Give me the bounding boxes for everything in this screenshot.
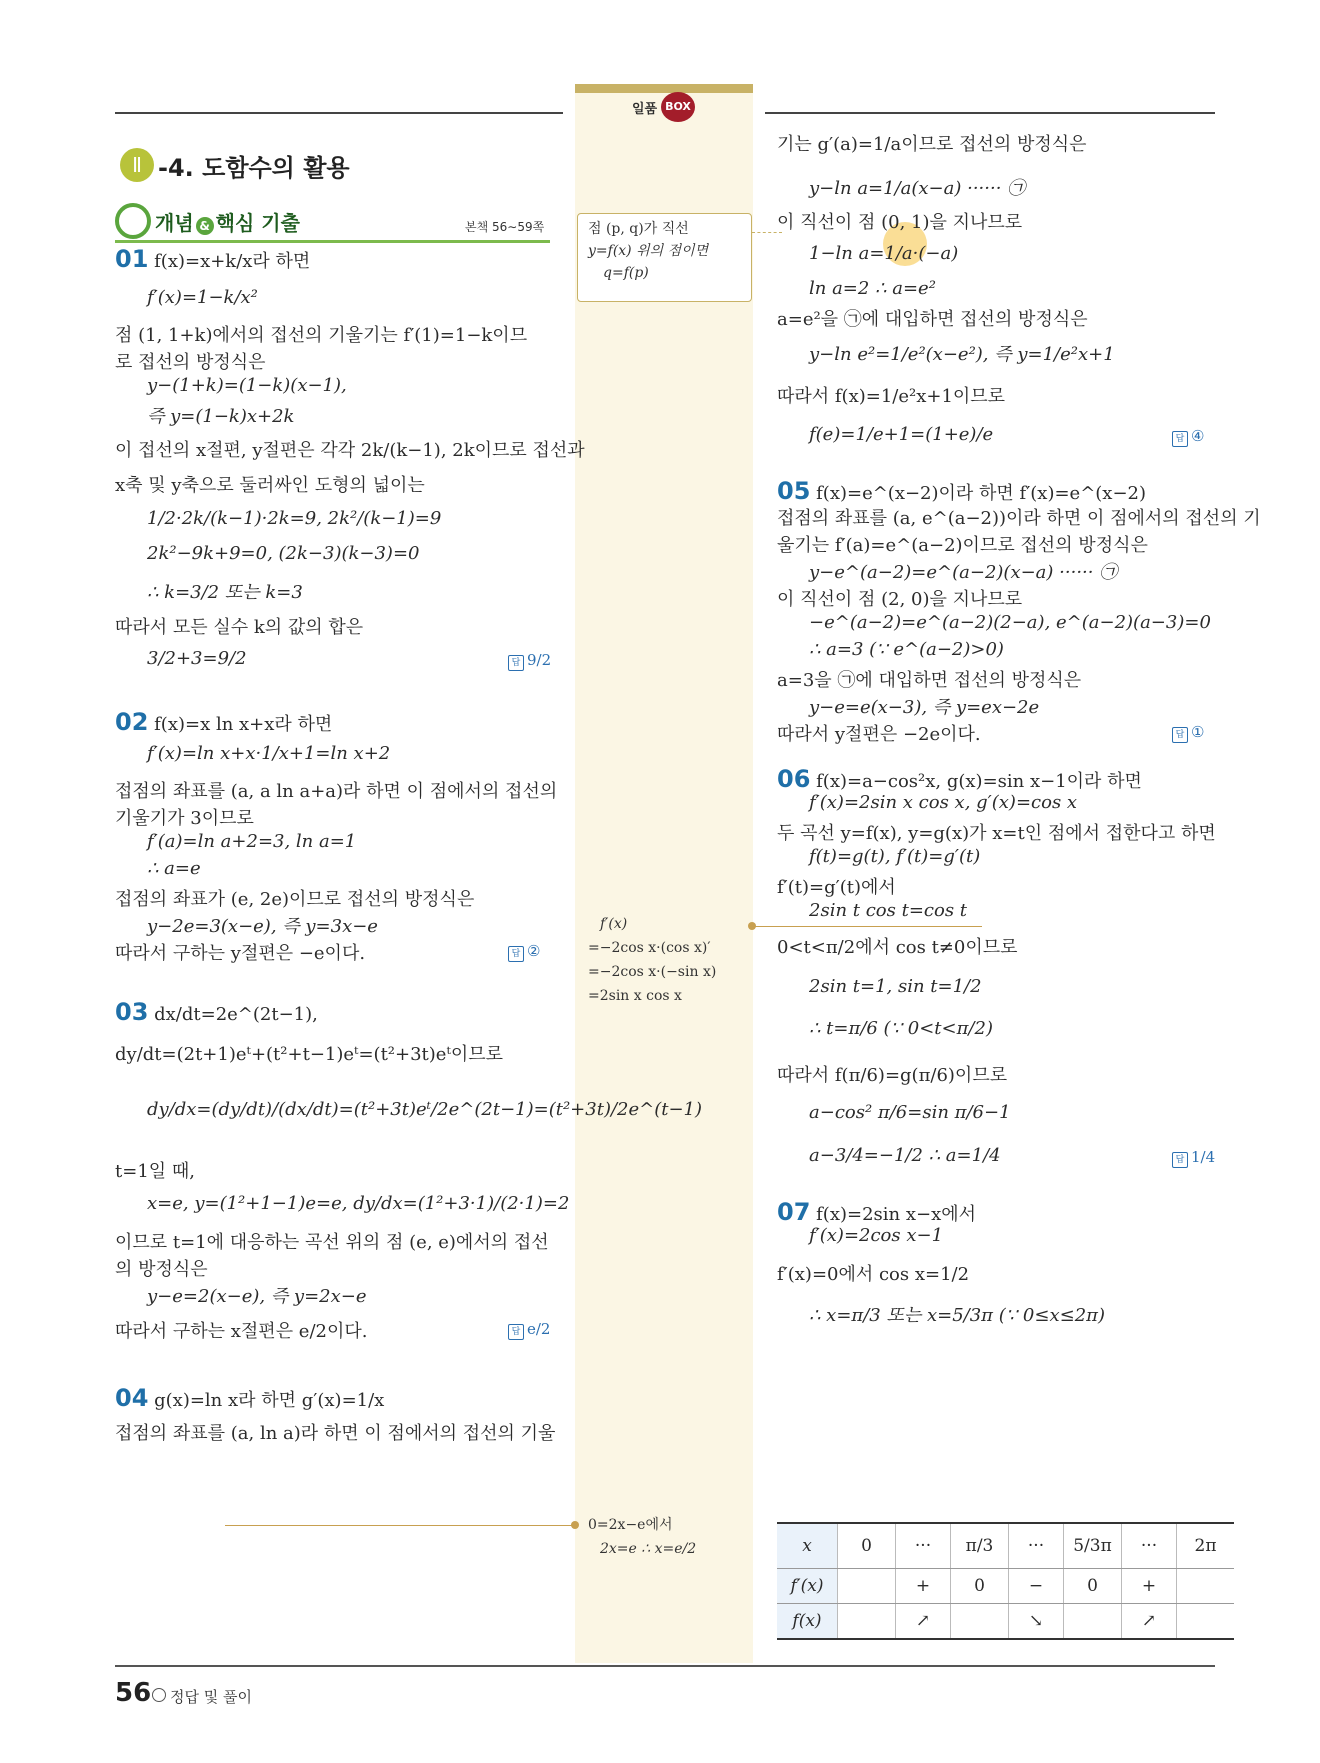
right-equation: f(e)=1/e+1=(1+e)/e (809, 424, 994, 445)
answer-value: ② (527, 942, 541, 960)
left-equation: 1/2·2k/(k−1)·2k=9, 2k²/(k−1)=9 (147, 508, 442, 529)
right-equation: ∴ a=3 (∵ e^(a−2)>0) (809, 639, 1004, 660)
right-equation: ∴ t=π/6 (∵ 0<t<π/2) (809, 1018, 993, 1039)
left-equation: f′(x)=1−k/x² (147, 287, 258, 308)
table-cell: ↘ (1009, 1604, 1064, 1640)
section-icon (115, 203, 151, 239)
left-text-line: x축 및 y축으로 둘러싸인 도형의 넓이는 (115, 475, 425, 496)
right-text-line: 따라서 f(π/6)=g(π/6)이므로 (777, 1065, 1008, 1086)
table-cell: 0 (951, 1569, 1009, 1604)
section-underline (115, 240, 550, 243)
right-equation: y−ln a=1/a(x−a) ······ ㉠ (809, 178, 1026, 199)
right-text-line: 0<t<π/2에서 cos t≠0이므로 (777, 937, 1018, 958)
note-line: q=f(p) (603, 265, 649, 281)
problem-text: g(x)=ln x라 하면 g′(x)=1/x (148, 1390, 385, 1411)
right-text-line: a=e²을 ㉠에 대입하면 접선의 방정식은 (777, 309, 1088, 330)
left-equation: f′(x)=ln x+x·1/x+1=ln x+2 (147, 743, 391, 764)
answer-value: e/2 (527, 1320, 551, 1338)
table-row (777, 1604, 1234, 1640)
problem-text: dx/dt=2e^(2t−1), (148, 1004, 318, 1025)
table-cell: π/3 (951, 1523, 1009, 1569)
problem-text: f(x)=x+k/x라 하면 (148, 251, 311, 272)
left-text-line: dy/dt=(2t+1)eᵗ+(t²+t−1)eᵗ=(t²+3t)eᵗ이므로 (115, 1044, 504, 1065)
left-text-line: 로 접선의 방정식은 (115, 352, 266, 373)
problem-number: 07 (777, 1198, 811, 1226)
table-cell: + (896, 1569, 951, 1604)
table-cell: ↗ (1122, 1604, 1177, 1640)
note-line: 0=2x−e에서 (588, 1517, 673, 1533)
box-badge: BOX (661, 92, 695, 122)
right-text-line: 따라서 y절편은 −2e이다. (777, 724, 981, 745)
table-cell (1064, 1604, 1122, 1640)
right-text-line: f′(t)=g′(t)에서 (777, 877, 896, 898)
note-line: y=f(x) 위의 점이면 (588, 243, 709, 259)
left-equation: y−e=2(x−e), 즉 y=2x−e (147, 1286, 367, 1307)
answer-icon: 답 (508, 946, 524, 962)
section-title: 개념 & 핵심 기출 (155, 211, 300, 235)
note-line: =−2cos x·(cos x)′ (588, 940, 711, 956)
table-cell (838, 1569, 896, 1604)
right-equation: ∴ x=π/3 또는 x=5/3π (∵ 0≤x≤2π) (809, 1305, 1105, 1326)
header-rule-right (765, 112, 1215, 114)
table-cell: ··· (1122, 1523, 1177, 1569)
answer-mark (1172, 723, 1204, 743)
answer-mark (1172, 1148, 1215, 1168)
right-problem-07 (777, 1198, 976, 1226)
problem-text: f(x)=2sin x−x에서 (810, 1204, 976, 1225)
connector-line-2 (752, 926, 982, 927)
answer-value: 9/2 (527, 651, 552, 669)
left-equation: dy/dx=(dy/dt)/(dx/dt)=(t²+3t)eᵗ/2e^(2t−1)=(t²+3t)/2e^(t−1) (147, 1099, 703, 1120)
note-line: 점 (p, q)가 직선 (588, 221, 689, 237)
left-equation: y−(1+k)=(1−k)(x−1), (147, 375, 347, 396)
page-ref: 본책 56∼59쪽 (465, 220, 545, 234)
right-equation: −e^(a−2)=e^(a−2)(2−a), e^(a−2)(a−3)=0 (809, 612, 1211, 633)
left-text-line: 따라서 구하는 y절편은 −e이다. (115, 943, 366, 964)
left-text-line: 기울기가 3이므로 (115, 808, 254, 829)
answer-icon: 답 (1172, 727, 1188, 743)
left-equation: y−2e=3(x−e), 즉 y=3x−e (147, 916, 378, 937)
right-text-line: f′(x)=0에서 cos x=1/2 (777, 1264, 970, 1285)
footer-label: 정답 및 풀이 (170, 1688, 252, 1706)
right-text-line: 접점의 좌표를 (a, e^(a−2))이라 하면 이 점에서의 접선의 기 (777, 508, 1261, 529)
connector-dot-2 (748, 922, 756, 930)
left-problem-02 (115, 708, 332, 736)
answer-icon: 답 (1172, 431, 1188, 447)
left-text-line: 접점의 좌표를 (a, ln a)라 하면 이 점에서의 접선의 기울 (115, 1423, 556, 1444)
header-rule-left (115, 112, 563, 114)
problem-number: 05 (777, 477, 811, 505)
left-text-line: 따라서 구하는 x절편은 e/2이다. (115, 1321, 368, 1342)
connector-line-3 (225, 1525, 575, 1526)
answer-icon: 답 (508, 655, 524, 671)
note-line: =−2cos x·(−sin x) (588, 964, 717, 980)
answer-value: ④ (1191, 427, 1205, 445)
right-text-line: 따라서 f(x)=1/e²x+1이므로 (777, 386, 1006, 407)
note-line: 2x=e ∴ x=e/2 (600, 1541, 697, 1557)
problem-text: f(x)=e^(x−2)이라 하면 f′(x)=e^(x−2) (810, 483, 1147, 504)
page-number: 56 (115, 1678, 152, 1708)
table-cell: ↗ (896, 1604, 951, 1640)
left-text-line: 이므로 t=1에 대응하는 곡선 위의 점 (e, e)에서의 접선 (115, 1232, 549, 1253)
chapter-title: -4. 도함수의 활용 (158, 154, 350, 182)
answer-icon: 답 (1172, 1152, 1188, 1168)
left-equation: 즉 y=(1−k)x+2k (147, 406, 295, 427)
right-equation: f(t)=g(t), f′(t)=g′(t) (809, 846, 981, 867)
left-text-line: 의 방정식은 (115, 1259, 208, 1280)
right-equation: a−3/4=−1/2 ∴ a=1/4 (809, 1145, 1001, 1166)
problem-number: 01 (115, 245, 149, 273)
right-equation: f′(x)=2cos x−1 (809, 1225, 944, 1246)
answer-mark (508, 651, 551, 671)
table-cell: 0 (1064, 1569, 1122, 1604)
left-text-line: t=1일 때, (115, 1161, 195, 1182)
right-text-line: a=3을 ㉠에 대입하면 접선의 방정식은 (777, 670, 1082, 691)
sidebar-top-bar (575, 84, 753, 93)
table-cell (951, 1604, 1009, 1640)
answer-mark (1172, 427, 1204, 447)
right-text-line: 두 곡선 y=f(x), y=g(x)가 x=t인 점에서 접한다고 하면 (777, 823, 1216, 844)
table-cell: ··· (896, 1523, 951, 1569)
left-equation: 2k²−9k+9=0, (2k−3)(k−3)=0 (147, 543, 420, 564)
note-line: =2sin x cos x (588, 988, 682, 1004)
right-text-line: 이 직선이 점 (0, 1)을 지나므로 (777, 212, 1023, 233)
table-cell: + (1122, 1569, 1177, 1604)
left-equation: x=e, y=(1²+1−1)e=e, dy/dx=(1²+3·1)/(2·1)=2 (147, 1193, 570, 1214)
answer-mark (508, 942, 540, 962)
right-equation: f′(x)=2sin x cos x, g′(x)=cos x (809, 792, 1078, 813)
left-problem-01 (115, 245, 310, 273)
table-cell (1177, 1604, 1235, 1640)
note-line: f′(x) (600, 916, 628, 932)
table-row (777, 1569, 1234, 1604)
left-text-line: 접점의 좌표가 (e, 2e)이므로 접선의 방정식은 (115, 889, 475, 910)
box-prefix: 일품 (632, 102, 658, 117)
table-row (777, 1523, 1234, 1569)
table-header-cell: f′(x) (777, 1569, 838, 1604)
footer-icon (152, 1688, 166, 1702)
footer-rule (115, 1665, 1215, 1667)
right-problem-05 (777, 477, 1146, 505)
table-cell: 0 (838, 1523, 896, 1569)
problem-number: 02 (115, 708, 149, 736)
left-equation: ∴ k=3/2 또는 k=3 (147, 582, 303, 603)
connector-dot-3 (571, 1521, 579, 1529)
answer-value: 1/4 (1191, 1148, 1216, 1166)
right-problem-06 (777, 765, 1142, 793)
left-equation: ∴ a=e (147, 858, 201, 879)
answer-value: ① (1191, 723, 1205, 741)
table-cell: 5/3π (1064, 1523, 1122, 1569)
problem-number: 04 (115, 1384, 149, 1412)
right-equation: 1−ln a=1/a·(−a) (809, 243, 959, 264)
right-equation: y−ln e²=1/e²(x−e²), 즉 y=1/e²x+1 (809, 344, 1115, 365)
left-equation: 3/2+3=9/2 (147, 648, 247, 669)
left-equation: f′(a)=ln a+2=3, ln a=1 (147, 831, 357, 852)
answer-mark (508, 1320, 550, 1340)
left-problem-03 (115, 998, 318, 1026)
answer-icon: 답 (508, 1324, 524, 1340)
sidebar-note-2 (588, 912, 716, 1008)
left-text-line: 점 (1, 1+k)에서의 접선의 기울기는 f′(1)=1−k이므 (115, 325, 528, 346)
problem-number: 06 (777, 765, 811, 793)
table-cell: 2π (1177, 1523, 1235, 1569)
right-equation: ln a=2 ∴ a=e² (809, 278, 936, 299)
right-equation: 2sin t cos t=cos t (809, 900, 968, 921)
chapter-numeral-badge: Ⅱ (120, 148, 154, 182)
problem-text: f(x)=a−cos²x, g(x)=sin x−1이라 하면 (810, 771, 1142, 792)
right-equation: a−cos² π/6=sin π/6−1 (809, 1102, 1011, 1123)
table-cell: ··· (1009, 1523, 1064, 1569)
right-text-line: 이 직선이 점 (2, 0)을 지나므로 (777, 589, 1023, 610)
left-problem-04 (115, 1384, 384, 1412)
table-header-cell: x (777, 1523, 838, 1569)
right-equation: y−e^(a−2)=e^(a−2)(x−a) ······ ㉠ (809, 562, 1118, 583)
table-header-cell: f(x) (777, 1604, 838, 1640)
problem-text: f(x)=x ln x+x라 하면 (148, 714, 333, 735)
section-amp-badge: & (196, 217, 214, 235)
problem-number: 03 (115, 998, 149, 1026)
sidebar-note-1 (577, 213, 752, 302)
sidebar-note-3 (588, 1513, 696, 1561)
left-text-line: 따라서 모든 실수 k의 값의 합은 (115, 617, 364, 638)
sidebar-column (575, 85, 753, 1663)
table-cell (1177, 1569, 1235, 1604)
right-text-line: 기는 g′(a)=1/a이므로 접선의 방정식은 (777, 134, 1087, 155)
table-cell: − (1009, 1569, 1064, 1604)
variation-table (777, 1522, 1234, 1640)
left-text-line: 접점의 좌표를 (a, a ln a+a)라 하면 이 점에서의 접선의 (115, 781, 558, 802)
table-cell (838, 1604, 896, 1640)
right-equation: 2sin t=1, sin t=1/2 (809, 976, 982, 997)
right-equation: y−e=e(x−3), 즉 y=ex−2e (809, 697, 1040, 718)
right-text-line: 울기는 f′(a)=e^(a−2)이므로 접선의 방정식은 (777, 535, 1148, 556)
left-text-line: 이 접선의 x절편, y절편은 각각 2k/(k−1), 2k이므로 접선과 (115, 440, 585, 461)
